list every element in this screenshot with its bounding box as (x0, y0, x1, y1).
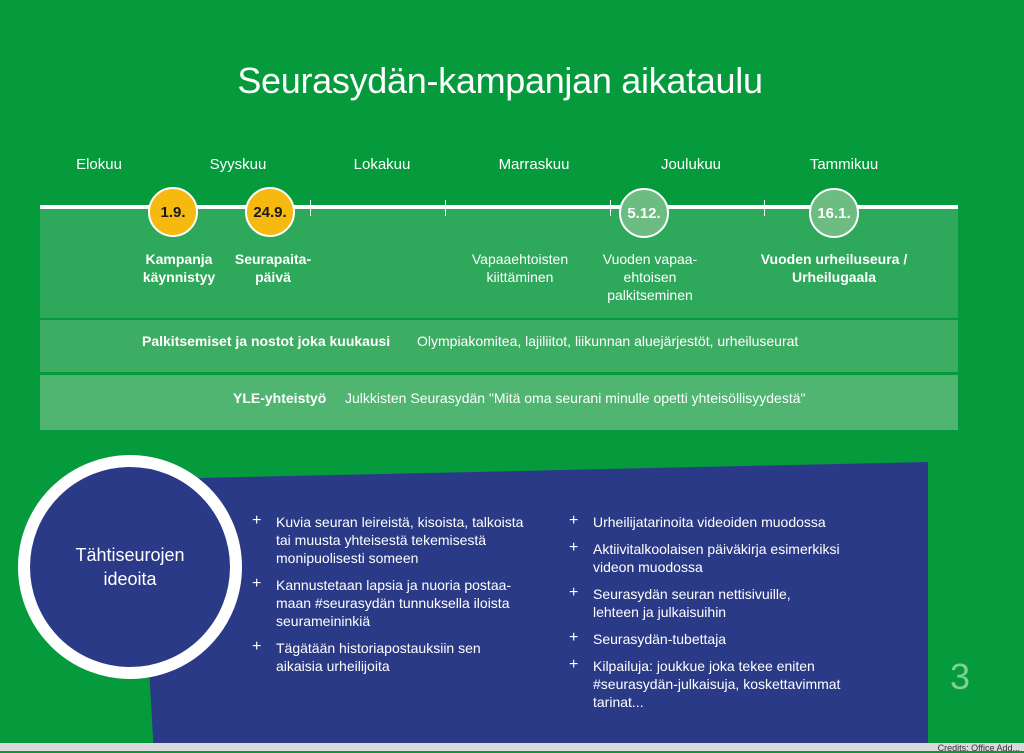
event-date-marker: 5.12. (619, 188, 669, 238)
event-label: Seurapaita- päivä (234, 251, 312, 285)
month-label: Lokakuu (353, 156, 411, 173)
month-label: Elokuu (76, 156, 122, 173)
plus-icon: + (569, 629, 579, 646)
list-item: + Kannustetaan lapsia ja nuoria postaa- maan #seurasydän tunnuksella iloista seurameininkiä (252, 575, 512, 629)
list-item: + Seurasydän-tubettaja (569, 629, 727, 647)
timeline-tick (610, 200, 611, 216)
slide-title: Seurasydän-kampanjan aikataulu (237, 60, 763, 101)
event-label: Vuoden vapaa- ehtoisen palkitseminen (602, 251, 698, 303)
month-label: Marraskuu (498, 156, 570, 173)
month-label: Joulukuu (660, 156, 722, 173)
plus-icon: + (569, 656, 579, 673)
event-label: Vapaaehtoisten kiittäminen (471, 251, 569, 285)
list-item: + Aktiivitalkoolaisen päiväkirja esimerkiksi videon muodossa (569, 539, 840, 575)
event-date-marker: 16.1. (809, 188, 859, 238)
timeline-tick (310, 200, 311, 216)
ideas-list-left (252, 513, 562, 684)
plus-icon: + (252, 512, 262, 529)
row-label: Palkitsemiset ja nostot joka kuukausi (142, 333, 391, 349)
plus-icon: + (252, 638, 262, 655)
credit-text: Credits: Office Add... (937, 743, 1020, 753)
month-label: Syyskuu (209, 156, 267, 173)
event-date-marker: 24.9. (245, 187, 295, 237)
page-number: 3 (950, 656, 971, 697)
month-label: Tammikuu (809, 156, 879, 173)
plus-icon: + (569, 539, 579, 556)
bottom-bar (0, 743, 1024, 751)
ideas-list-right (569, 513, 899, 720)
ideas-circle: Tähtiseurojen ideoita (18, 455, 242, 679)
list-item: + Kuvia seuran leireistä, kisoista, talkoista tai muusta yhteisestä tekemisestä monipuolisesti someen (252, 512, 524, 566)
plus-icon: + (252, 575, 262, 592)
row-label: YLE-yhteistyö (233, 390, 327, 406)
list-item: + Seurasydän seuran nettisivuille, lehteen ja julkaisuihin (569, 584, 791, 620)
plus-icon: + (569, 584, 579, 601)
list-item: + Tägätään historiapostauksiin sen aikaisia urheilijoita (252, 638, 481, 674)
event-label: Vuoden urheiluseura / Urheilugaala (760, 251, 908, 285)
row-text: Julkkisten Seurasydän "Mitä oma seurani minulle opetti yhteisöllisyydestä" (345, 390, 806, 406)
row-text: Olympiakomitea, lajiliitot, liikunnan aluejärjestöt, urheiluseurat (417, 333, 799, 349)
event-date-marker: 1.9. (148, 187, 198, 237)
timeline-tick (764, 200, 765, 216)
timeline-tick (445, 200, 446, 216)
list-item: + Urheilijatarinoita videoiden muodossa (569, 512, 826, 530)
event-label: Kampanja käynnistyy (142, 251, 216, 285)
plus-icon: + (569, 512, 579, 529)
list-item: + Kilpailuja: joukkue joka tekee eniten #seurasydän-julkaisuja, koskettavimmat tarinat... (569, 656, 841, 710)
